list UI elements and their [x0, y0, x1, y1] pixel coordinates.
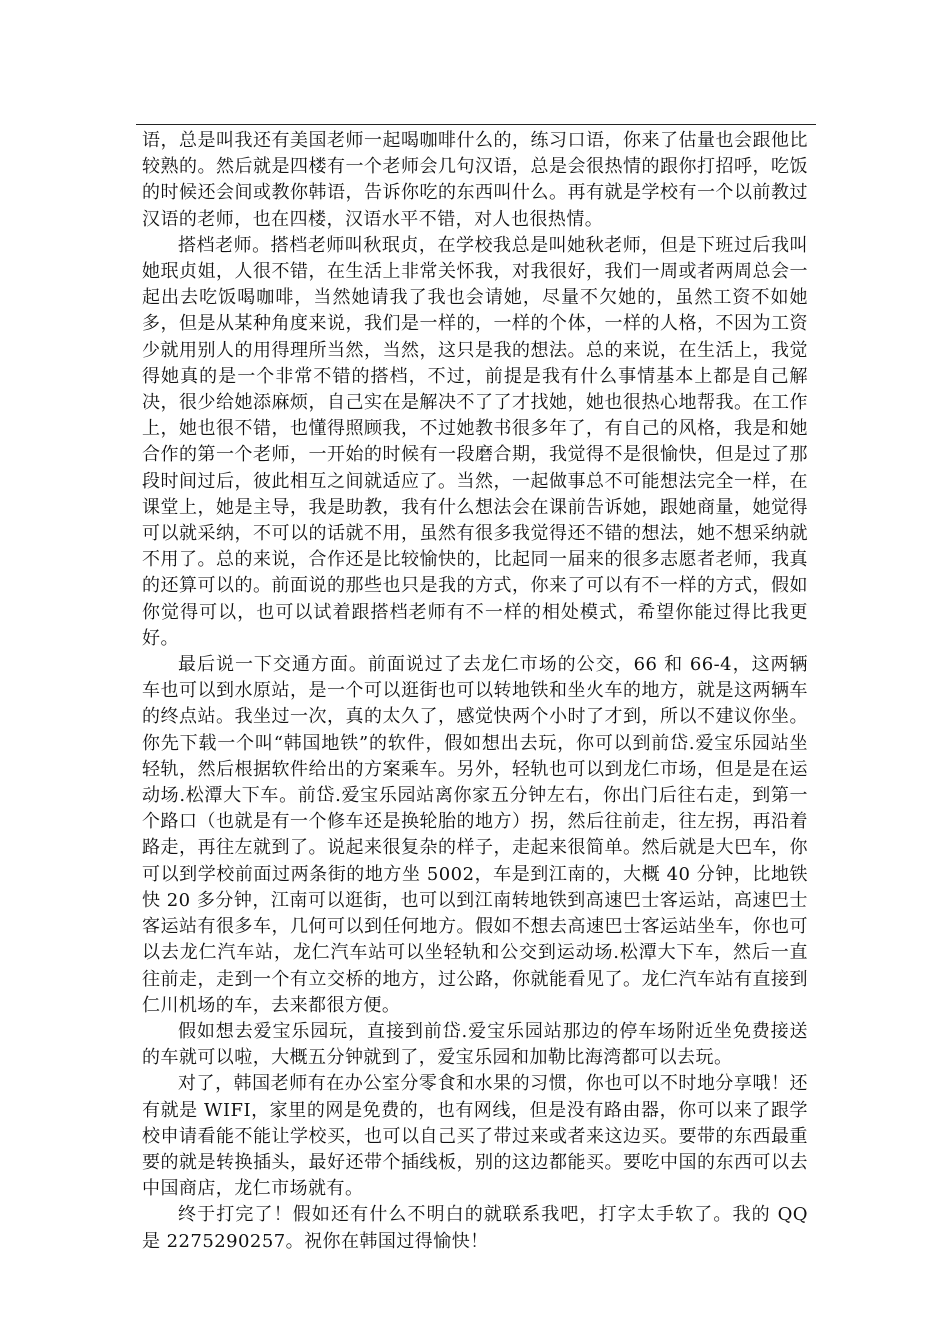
document-body [142, 128, 808, 1255]
paragraph-colleagues-continued: 语，总是叫我还有美国老师一起喝咖啡什么的，练习口语，你来了估量也会跟他比较熟的。然后就是四楼有一个老师会几句汉语，总是会很热情的跟你打招呼，吃饭的时候还会间或教你韩语，告诉你吃的东西叫什么。再有就是学校有一个以前教过汉语的老师，也在四楼，汉语水平不错，对人也很热情。 [142, 130, 808, 230]
paragraph-transportation: 最后说一下交通方面。前面说过了去龙仁市场的公交，66 和 66-4，这两辆车也可以到水原站，是一个可以逛街也可以转地铁和坐火车的地方，就是这两辆车的终点站。我坐过一次，真的太久了，感觉快两个小时了才到，所以不建议你坐。你先下载一个叫“韩国地铁”的软件，假如想出去玩，你可以到前岱.爱宝乐园站坐轻轨，然后根据软件给出的方案乘车。另外，轻轨也可以到龙仁市场，但是是在运动场.松潭大下车。前岱.爱宝乐园站离你家五分钟左右，你出门后往右走，到第一个路口（也就是有一个修车还是换轮胎的地方）拐，然后往前走，往左拐，再沿着路走，再往左就到了。说起来很复杂的样子，走起来很简单。然后就是大巴车，你可以到学校前面过两条街的地方坐 5002，车是到江南的，大概 40 分钟，比地铁快 20 多分钟，江南可以逛街，也可以到江南转地铁到高速巴士客运站，高速巴士客运站有很多车，几何可以到任何地方。假如不想去高速巴士客运站坐车，你也可以去龙仁汽车站，龙仁汽车站可以坐轻轨和公交到运动场.松潭大下车，然后一直往前走，走到一个有立交桥的地方，过公路，你就能看见了。龙仁汽车站有直接到仁川机场的车，去来都很方便。 [142, 654, 808, 1016]
paragraph-closing: 终于打完了！假如还有什么不明白的就联系我吧，打字太手软了。我的 QQ 是 2275290257。祝你在韩国过得愉快！ [142, 1204, 808, 1252]
header-rule [136, 124, 816, 125]
paragraph-misc-tips: 对了，韩国老师有在办公室分零食和水果的习惯，你也可以不时地分享哦！还有就是 WIFI，家里的网是免费的，也有网线，但是没有路由器，你可以来了跟学校申请看能不能让学校买，也可以自己买了带过来或者来这边买。要带的东西最重要的就是转换插头，最好还带个插线板，别的这边都能买。要吃中国的东西可以去中国商店，龙仁市场就有。 [142, 1073, 808, 1200]
paragraph-partner-teacher: 搭档老师。搭档老师叫秋珉贞，在学校我总是叫她秋老师，但是下班过后我叫她珉贞姐，人很不错，在生活上非常关怀我，对我很好，我们一周或者两周总会一起出去吃饭喝咖啡，当然她请我了我也会请她，尽量不欠她的，虽然工资不如她多，但是从某种角度来说，我们是一样的，一样的个体，一样的人格，不因为工资少就用别人的用得理所当然，当然，这只是我的想法。总的来说，在生活上，我觉得她真的是一个非常不错的搭档，不过，前提是我有什么事情基本上都是自己解决，很少给她添麻烦，自己实在是解决不了了才找她，她也很热心地帮我。在工作上，她也很不错，也懂得照顾我，不过她教书很多年了，有自己的风格，我是和她合作的第一个老师，一开始的时候有一段磨合期，我觉得不是很愉快，但是过了那段时间过后，彼此相互之间就适应了。当然，一起做事总不可能想法完全一样，在课堂上，她是主导，我是助教，我有什么想法会在课前告诉她，跟她商量，她觉得可以就采纳，不可以的话就不用，虽然有很多我觉得还不错的想法，她不想采纳就不用了。总的来说，合作还是比较愉快的，比起同一届来的很多志愿者老师，我真的还算可以的。前面说的那些也只是我的方式，你来了可以有不一样的方式，假如你觉得可以，也可以试着跟搭档老师有不一样的相处模式，希望你能过得比我更好。 [142, 234, 808, 649]
paragraph-everland: 假如想去爱宝乐园玩，直接到前岱.爱宝乐园站那边的停车场附近坐免费接送的车就可以啦，大概五分钟就到了，爱宝乐园和加勒比海湾都可以去玩。 [142, 1020, 808, 1069]
